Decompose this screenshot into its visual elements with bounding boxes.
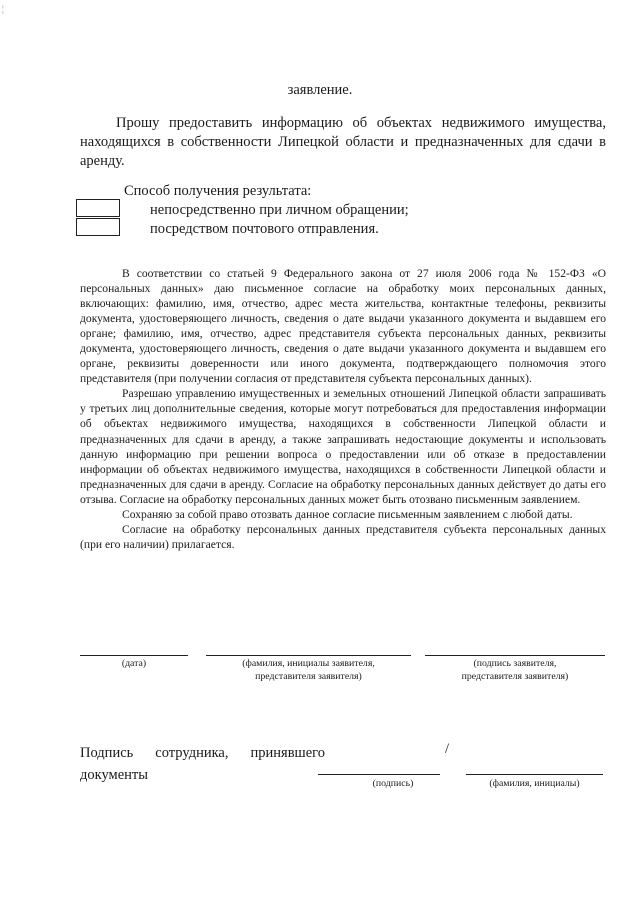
consent-section xyxy=(80,266,606,552)
applicant-sign-label-line1: (подпись заявителя, xyxy=(473,658,557,669)
applicant-sign-line xyxy=(425,655,605,656)
applicant-sign-label xyxy=(425,657,605,683)
method-title: Способ получения результата: xyxy=(124,183,312,199)
employee-sign-line xyxy=(318,774,440,775)
applicant-sign-label-line2: представителя заявителя) xyxy=(461,671,569,682)
employee-caption-line2: документы xyxy=(80,767,148,783)
employee-signature-caption xyxy=(80,742,325,786)
date-line xyxy=(80,655,188,656)
employee-caption-line1: Подпись сотрудника, принявшего xyxy=(80,745,325,761)
date-label: (дата) xyxy=(121,658,147,669)
request-paragraph: Прошу предоставить информацию об объектах недвижимого имущества, находящихся в собственности Липецкой области и предназначенных для сдачи в аренду. xyxy=(80,115,606,169)
page-edge-mark: ¦ xyxy=(2,4,4,14)
applicant-name-label-line2: представителя заявителя) xyxy=(255,671,362,682)
applicant-name-label-line1: (фамилия, инициалы заявителя, xyxy=(242,658,375,669)
consent-paragraph: Сохраняю за собой право отозвать данное согласие письменным заявлением с любой даты. xyxy=(122,507,573,521)
employee-name-line xyxy=(466,774,603,775)
option-by-mail-label: посредством почтового отправления. xyxy=(150,221,379,237)
employee-name-label: (фамилия, инициалы) xyxy=(489,778,580,789)
consent-paragraph: Разрешаю управлению имущественных и земельных отношений Липецкой области запрашивать у третьих лиц дополнительные сведения, которые могут потребоваться для предоставления информации об объектах недвижимого имущества, находящихся в собственности Липецкой области и предназначенных для сдачи в аренду, а также запрашивать недостающие документы и использовать данную информацию при решении вопроса о предоставлении или об отказе в предоставлении информации об объектах недвижимого имущества, находящихся в собственности Липецкой области и предназначенных для сдачи в аренду. Согласие на обработку персональных данных действует до даты его отзыва. Согласие на обработку персональных данных может быть отозвано письменным заявлением. xyxy=(80,387,606,506)
checkbox-in-person[interactable] xyxy=(76,199,120,217)
option-in-person-label: непосредственно при личном обращении; xyxy=(150,202,409,218)
document-heading: заявление. xyxy=(287,82,353,98)
checkbox-by-mail[interactable] xyxy=(76,218,120,236)
applicant-name-line xyxy=(206,655,411,656)
employee-sign-label: (подпись) xyxy=(372,778,414,789)
signature-separator: / xyxy=(445,741,450,757)
consent-paragraph: Согласие на обработку персональных данных представителя субъекта персональных данных (при его наличии) прилагается. xyxy=(80,522,606,551)
consent-paragraph: В соответствии со статьей 9 Федерального закона от 27 июля 2006 года № 152-ФЗ «О персональных данных» даю письменное согласие на обработку моих персональных данных, включающих: фамилию, имя, отчество, адрес места жительства, контактные телефоны, реквизиты документа, удостоверяющего личность, сведения о дате выдачи указанного документа и выдавшем его органе; фамилию, имя, отчество, адрес представителя субъекта персональных данных, реквизиты документа, удостоверяющего личность, сведения о дате выдачи указанного документа и выдавшем его органе, реквизиты доверенности или иного документа, подтверждающего полномочия этого представителя (при получении согласия от представителя субъекта персональных данных). xyxy=(80,267,606,386)
applicant-name-label xyxy=(206,657,411,683)
